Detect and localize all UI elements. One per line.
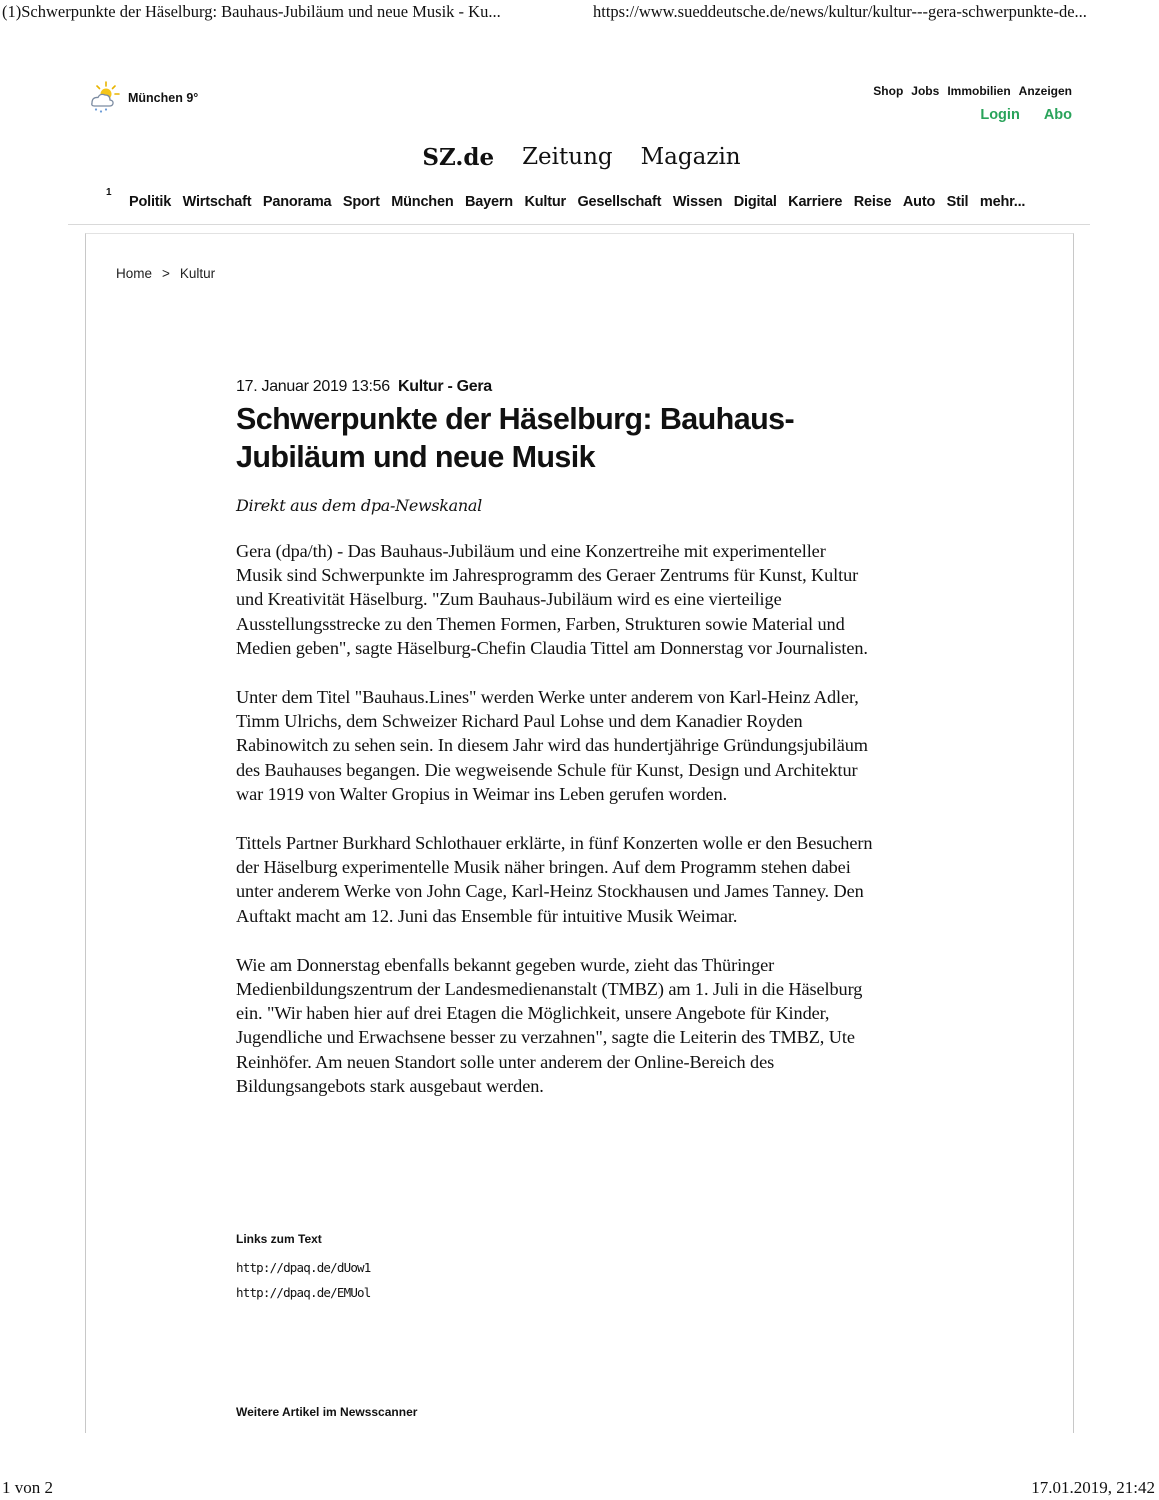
print-date: 17.01.2019, 21:42: [1031, 1478, 1155, 1497]
login-link[interactable]: Login: [980, 107, 1020, 123]
nav-item-panorama[interactable]: Panorama: [262, 194, 332, 210]
print-page-title: (1)Schwerpunkte der Häselburg: Bauhaus-Jubiläum und neue Musik - Ku...: [2, 2, 501, 21]
links-section-title: Links zum Text: [236, 1232, 322, 1246]
article-body: [236, 539, 876, 1098]
article: [236, 378, 876, 1123]
nav-item-kultur[interactable]: Kultur: [524, 194, 566, 210]
magazin-link[interactable]: Magazin: [640, 144, 741, 170]
shop-link[interactable]: Shop: [873, 84, 904, 98]
print-page-url: https://www.sueddeutsche.de/news/kultur/kultur---gera-schwerpunkte-de...: [593, 2, 1087, 21]
article-paragraph: Unter dem Titel "Bauhaus.Lines" werden Werke unter anderem von Karl-Heinz Adler, Timm Ulrichs, dem Schweizer Richard Paul Lohse und dem Kanadier Royden Rabinowitch zu sehen sein. In diesem Jahr wird das hundertjährige Gründungsjubiläum des Bauhauses begangen. Die wegweisende Schule für Kunst, Design und Architektur war 1919 von Walter Gropius in Weimar ins Leben gerufen worden.: [236, 687, 868, 804]
sz-logo-link[interactable]: SZ.de: [422, 144, 495, 171]
jobs-link[interactable]: Jobs: [911, 84, 940, 98]
breadcrumb-home[interactable]: Home: [116, 266, 153, 281]
nav-marker: 1: [106, 187, 112, 198]
related-link[interactable]: http://dpaq.de/EMUol: [236, 1285, 371, 1300]
nav-item-politik[interactable]: Politik: [129, 194, 172, 210]
nav-item-digital[interactable]: Digital: [733, 194, 777, 210]
nav-item-stil[interactable]: Stil: [946, 194, 969, 210]
article-paragraph: Gera (dpa/th) - Das Bauhaus-Jubiläum und eine Konzertreihe mit experimenteller Musik sind Schwerpunkte im Jahresprogramm des Geraer Zentrums für Kunst, Kultur und Kreativität Häselburg. "Zum Bauhaus-Jubiläum wird es eine vierteilige Ausstellungsstrecke zu den Themen Formen, Farben, Strukturen sowie Material und Medien geben", sagte Häselburg-Chefin Claudia Tittel am Donnerstag vor Journalisten.: [236, 541, 868, 658]
print-page-number: 1 von 2: [2, 1478, 53, 1497]
weather-city-temperature: München 9°: [128, 91, 199, 105]
nav-item-muenchen[interactable]: München: [391, 194, 454, 210]
article-meta: [236, 378, 876, 396]
breadcrumb: [116, 266, 215, 281]
print-footer: [0, 1478, 1159, 1500]
nav-item-auto[interactable]: Auto: [902, 194, 936, 210]
article-ressort: Kultur - Gera: [398, 378, 492, 395]
brand-navigation: [0, 144, 1159, 171]
zeitung-link[interactable]: Zeitung: [522, 144, 613, 170]
partly-cloudy-rain-icon: [86, 80, 122, 114]
article-headline: Schwerpunkte der Häselburg: Bauhaus-Jubiläum und neue Musik: [236, 402, 795, 474]
main-navigation: [129, 194, 1025, 210]
more-articles-title: Weitere Artikel im Newsscanner: [236, 1405, 418, 1419]
service-links: [873, 84, 1072, 98]
article-date: 17. Januar 2019 13:56: [236, 378, 390, 395]
nav-item-wirtschaft[interactable]: Wirtschaft: [182, 194, 252, 210]
nav-item-mehr[interactable]: mehr...: [979, 194, 1026, 210]
article-paragraph: Wie am Donnerstag ebenfalls bekannt gegeben wurde, zieht das Thüringer Medienbildungszentrum der Landesmedienanstalt (TMBZ) am 1. Juli in die Häselburg ein. "Wir haben hier auf drei Etagen die Möglichkeit, unsere Angebote für Kinder, Jugendliche und Erwachsene besser zu verzahnen", sagte die Leiterin des TMBZ, Ute Reinhöfer. Am neuen Standort solle unter anderem der Online-Bereich des Bildungsangebots stark ausgebaut werden.: [236, 954, 863, 1096]
immobilien-link[interactable]: Immobilien: [947, 84, 1011, 98]
nav-divider: [68, 224, 1090, 225]
nav-item-karriere[interactable]: Karriere: [788, 194, 843, 210]
print-header: [0, 2, 1159, 24]
related-link[interactable]: http://dpaq.de/dUow1: [236, 1260, 371, 1275]
nav-item-bayern[interactable]: Bayern: [465, 194, 513, 210]
breadcrumb-separator: >: [162, 266, 170, 281]
weather-widget[interactable]: [86, 80, 198, 114]
article-subline: Direkt aus dem dpa-Newskanal: [236, 496, 482, 515]
abo-link[interactable]: Abo: [1043, 107, 1072, 123]
breadcrumb-kultur[interactable]: Kultur: [179, 266, 216, 281]
article-paragraph: Tittels Partner Burkhard Schlothauer erklärte, in fünf Konzerten wolle er den Besuchern der Häselburg experimentelle Musik näher bringen. Auf dem Programm stehen dabei unter anderem Werke von John Cage, Karl-Heinz Stockhausen und James Tanney. Den Auftakt macht am 12. Juni das Ensemble für intuitive Musik Weimar.: [236, 833, 873, 926]
nav-item-wissen[interactable]: Wissen: [672, 194, 723, 210]
nav-item-sport[interactable]: Sport: [342, 194, 380, 210]
anzeigen-link[interactable]: Anzeigen: [1018, 84, 1072, 98]
account-links: [980, 107, 1072, 123]
nav-item-reise[interactable]: Reise: [853, 194, 892, 210]
nav-item-gesellschaft[interactable]: Gesellschaft: [577, 194, 662, 210]
